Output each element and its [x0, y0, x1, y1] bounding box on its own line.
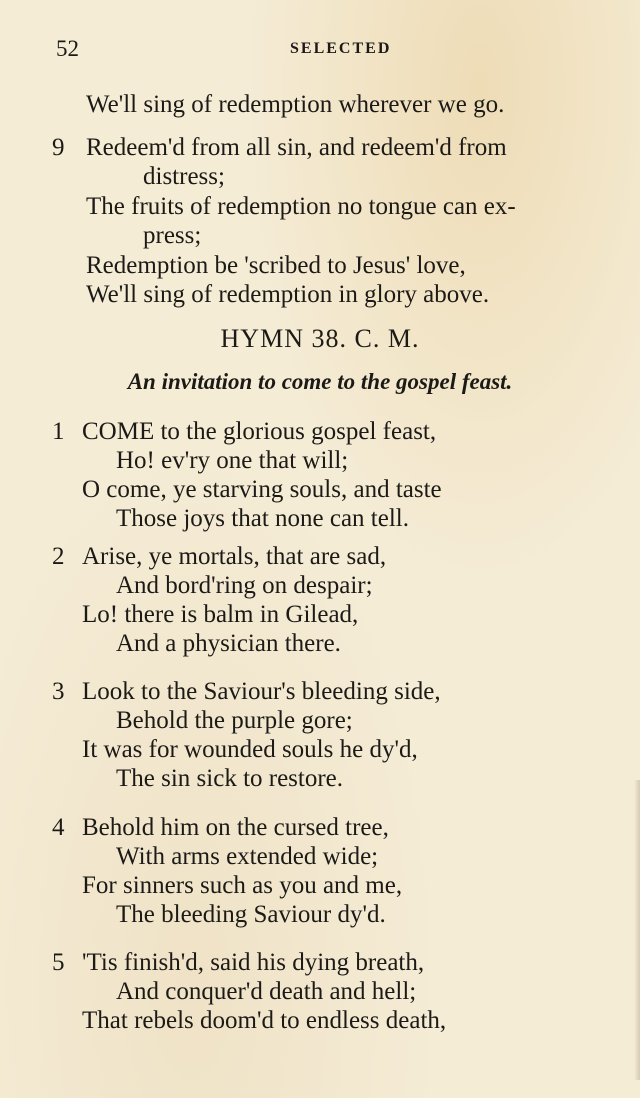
verse-line: The bleeding Saviour dy'd. — [116, 901, 386, 928]
verse-line: And conquer'd death and hell; — [116, 978, 417, 1005]
verse-line: 'Tis finish'd, said his dying breath, — [82, 949, 425, 976]
verse-line: The fruits of redemption no tongue can ex- — [86, 193, 516, 220]
verse-number: 3 — [52, 678, 65, 705]
continued-line: We'll sing of redemption wherever we go. — [86, 91, 505, 118]
verse-line: And a physician there. — [116, 630, 341, 657]
verse-line: Look to the Saviour's bleeding side, — [82, 678, 441, 705]
verse-line: O come, ye starving souls, and taste — [82, 476, 442, 503]
verse-line: Those joys that none can tell. — [116, 505, 409, 532]
verse-number: 5 — [52, 949, 65, 976]
verse-line: We'll sing of redemption in glory above. — [86, 281, 490, 308]
verse-line: For sinners such as you and me, — [82, 872, 403, 899]
verse-line: Behold him on the cursed tree, — [82, 814, 389, 841]
verse-line: And bord'ring on despair; — [116, 572, 373, 599]
verse-number: 1 — [52, 418, 65, 445]
verse-number: 9 — [52, 134, 65, 161]
verse-number: 2 — [52, 543, 65, 570]
verse-line: Behold the purple gore; — [116, 707, 353, 734]
verse-line: Arise, ye mortals, that are sad, — [82, 543, 387, 570]
verse-line: Redemption be 'scribed to Jesus' love, — [86, 252, 466, 279]
verse-line: distress; — [143, 163, 225, 190]
verse-line: Ho! ev'ry one that will; — [116, 447, 349, 474]
verse-line: The sin sick to restore. — [116, 765, 344, 792]
page-number: 52 — [56, 36, 79, 61]
hymn-title: HYMN 38. C. M. — [220, 324, 420, 353]
running-title: SELECTED — [290, 40, 392, 57]
hymn-subtitle: An invitation to come to the gospel feast. — [127, 369, 513, 394]
verse-line: It was for wounded souls he dy'd, — [82, 736, 418, 763]
verse-number: 4 — [52, 814, 65, 841]
page-edge-shadow — [634, 780, 640, 1080]
verse-line: COME to the glorious gospel feast, — [82, 418, 437, 445]
verse-line: With arms extended wide; — [116, 843, 379, 870]
verse-line: Redeem'd from all sin, and redeem'd from — [86, 134, 507, 161]
verse-line: Lo! there is balm in Gilead, — [82, 601, 359, 628]
verse-line: That rebels doom'd to endless death, — [82, 1007, 447, 1034]
verse-line: press; — [143, 222, 202, 249]
